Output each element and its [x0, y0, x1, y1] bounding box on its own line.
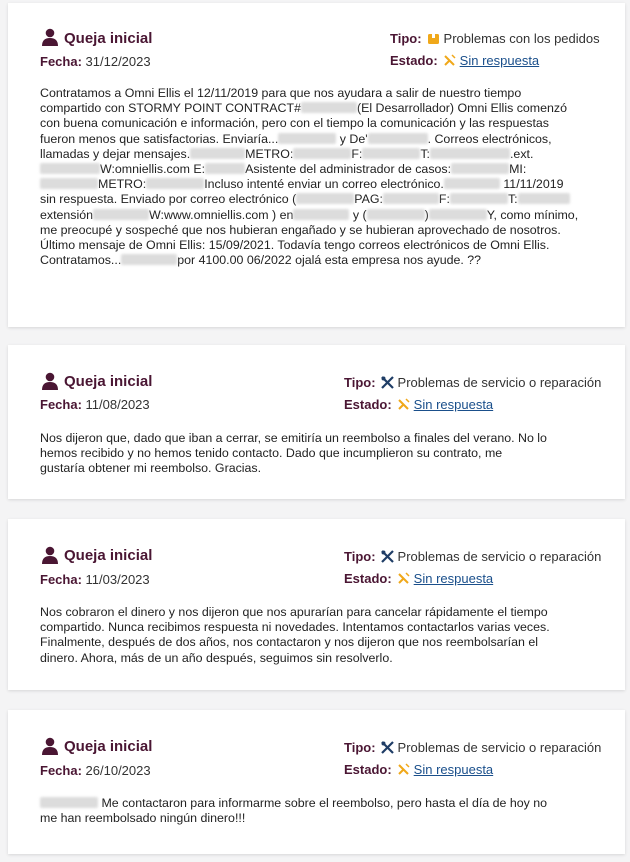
type-value: Problemas de servicio o reparación: [397, 549, 602, 564]
date-label: Fecha:: [40, 54, 82, 69]
complaint-status: [390, 53, 539, 68]
status-label: Estado:: [344, 762, 392, 777]
complaint-card: [8, 710, 625, 854]
no-response-icon: [397, 572, 410, 585]
redacted: [93, 209, 149, 220]
status-link[interactable]: Sin respuesta: [413, 762, 494, 777]
status-label: Estado:: [390, 53, 438, 68]
redacted: [367, 209, 425, 220]
no-response-icon: [397, 398, 410, 411]
tools-icon: [381, 741, 394, 754]
complaint-card: [8, 519, 625, 690]
body-text: y De': [339, 131, 368, 146]
redacted: [146, 178, 204, 189]
redacted: [40, 797, 98, 808]
user-icon: [42, 372, 58, 390]
body-text: W:www.omniellis.com ) en: [149, 207, 294, 222]
complaint-type: [390, 31, 600, 46]
complaint-status: [344, 397, 493, 412]
complaint-title: Queja inicial: [64, 373, 153, 390]
tools-icon: [381, 550, 394, 563]
date-value: 26/10/2023: [85, 763, 151, 778]
redacted: [40, 178, 98, 189]
body-text: Contratamos a Omni Ellis el 12/11/2019 para que nos ayudara a salir de nuestro tiempo compartido con STORMY POINT CONTRACT#: [40, 86, 522, 116]
body-text: por 4100.00 06/2022 ojalá esta empresa nos ayude. ??: [177, 253, 482, 268]
complaint-title: Queja inicial: [64, 30, 153, 47]
body-text: METRO:: [245, 146, 294, 161]
no-response-icon: [397, 763, 410, 776]
body-text: Asistente del administrador de casos:: [245, 162, 452, 177]
redacted: [450, 193, 508, 204]
complaint-body: Nos dijeron que, dado que iban a cerrar, se emitiría un reembolso a finales del verano. No lo hemos recibido y no hemos tenido contacto. Dado que incumplieron su contrato, me gustaría obtener mi reembolso. Gracias.: [40, 431, 547, 476]
redacted: [205, 163, 245, 174]
complaint-type: [344, 375, 601, 390]
status-link[interactable]: Sin respuesta: [459, 53, 540, 68]
complaint-type: [344, 740, 601, 755]
complaint-title: Queja inicial: [64, 738, 153, 755]
body-text: T:: [420, 146, 430, 161]
complaint-body: Nos cobraron el dinero y nos dijeron que nos apurarían para cancelar rápidamente el tiempo compartido. Nunca recibimos respuesta ni novedades. Intentamos contactarlos varias veces. Finalmente, después de dos años, nos contactaron y nos dijeron que nos reembolsarían el dinero. Ahora, más de un año después, seguimos sin resolverlo.: [40, 605, 550, 665]
body-text: Y, como mínimo, me preocupé y sospeché que nos hubieran engañado y se hubieran aprovechado de nosotros. Último mensaje de Omni Ellis: 15/09/2021. Todavía tengo correos electrónicos de Omni Ellis. Contratamos...: [40, 207, 579, 268]
status-label: Estado:: [344, 397, 392, 412]
redacted: [451, 163, 509, 174]
body-text: ): [424, 207, 429, 222]
body-text: MI:: [509, 162, 527, 177]
body-text: F:: [438, 192, 450, 207]
no-response-icon: [443, 54, 456, 67]
complaint-type: [344, 549, 601, 564]
body-text: Incluso intenté enviar un correo electrónico.: [204, 177, 444, 192]
redacted: [518, 193, 570, 204]
date-label: Fecha:: [40, 572, 82, 587]
type-label: Tipo:: [344, 375, 376, 390]
body-text: Me contactaron para informarme sobre el reembolso, pero hasta el día de hoy no me han reembolsado ningún dinero!!!: [40, 796, 548, 826]
redacted: [429, 209, 487, 220]
complaint-title: Queja inicial: [64, 547, 153, 564]
date-value: 31/12/2023: [85, 54, 151, 69]
complaint-date: [40, 397, 150, 412]
type-value: Problemas de servicio o reparación: [397, 375, 602, 390]
user-icon: [42, 546, 58, 564]
redacted: [190, 148, 245, 159]
redacted: [278, 133, 336, 144]
complaint-status: [344, 762, 493, 777]
redacted: [368, 133, 428, 144]
complaint-card: [8, 345, 625, 499]
type-value: Problemas con los pedidos: [443, 31, 600, 46]
complaint-body: [40, 796, 550, 826]
complaint-body: [40, 86, 580, 268]
user-icon: [42, 28, 58, 46]
complaint-date: [40, 763, 151, 778]
redacted: [40, 163, 100, 174]
complaint-date: [40, 572, 150, 587]
body-text: 11/11/2019 sin respuesta. Enviado por correo electrónico (: [40, 177, 564, 207]
complaint-card: [8, 3, 625, 327]
body-text: (El Desarrollador) Omni Ellis comenzó con buena comunicación e información, pero con el tiempo la comunicación y las respuestas fueron menos que satisfactorias. Enviaría...: [40, 101, 567, 146]
status-link[interactable]: Sin respuesta: [413, 571, 494, 586]
user-icon: [42, 737, 58, 755]
body-text: . Correos electrónicos, llamadas y dejar mensajes.: [40, 131, 552, 161]
type-label: Tipo:: [344, 740, 376, 755]
body-text: T:: [507, 192, 518, 207]
body-text: y (: [352, 207, 367, 222]
date-label: Fecha:: [40, 397, 82, 412]
redacted: [383, 193, 439, 204]
body-text: W:omniellis.com E:: [100, 162, 206, 177]
redacted: [121, 254, 177, 265]
box-icon: [427, 32, 440, 45]
redacted: [293, 209, 349, 220]
status-label: Estado:: [344, 571, 392, 586]
complaint-date: [40, 54, 151, 69]
status-link[interactable]: Sin respuesta: [413, 397, 494, 412]
redacted: [296, 193, 354, 204]
body-text: extensión: [40, 207, 94, 222]
body-text: PAG:: [354, 192, 383, 207]
redacted: [362, 148, 420, 159]
date-label: Fecha:: [40, 763, 82, 778]
type-value: Problemas de servicio o reparación: [397, 740, 602, 755]
type-label: Tipo:: [390, 31, 422, 46]
date-value: 11/03/2023: [85, 572, 150, 587]
date-value: 11/08/2023: [85, 397, 150, 412]
redacted: [444, 178, 500, 189]
body-text: .ext.: [509, 146, 534, 161]
body-text: METRO:: [98, 177, 147, 192]
tools-icon: [381, 376, 394, 389]
redacted: [301, 102, 357, 113]
type-label: Tipo:: [344, 549, 376, 564]
body-text: F:: [351, 146, 363, 161]
complaint-status: [344, 571, 493, 586]
redacted: [430, 148, 510, 159]
redacted: [293, 148, 351, 159]
